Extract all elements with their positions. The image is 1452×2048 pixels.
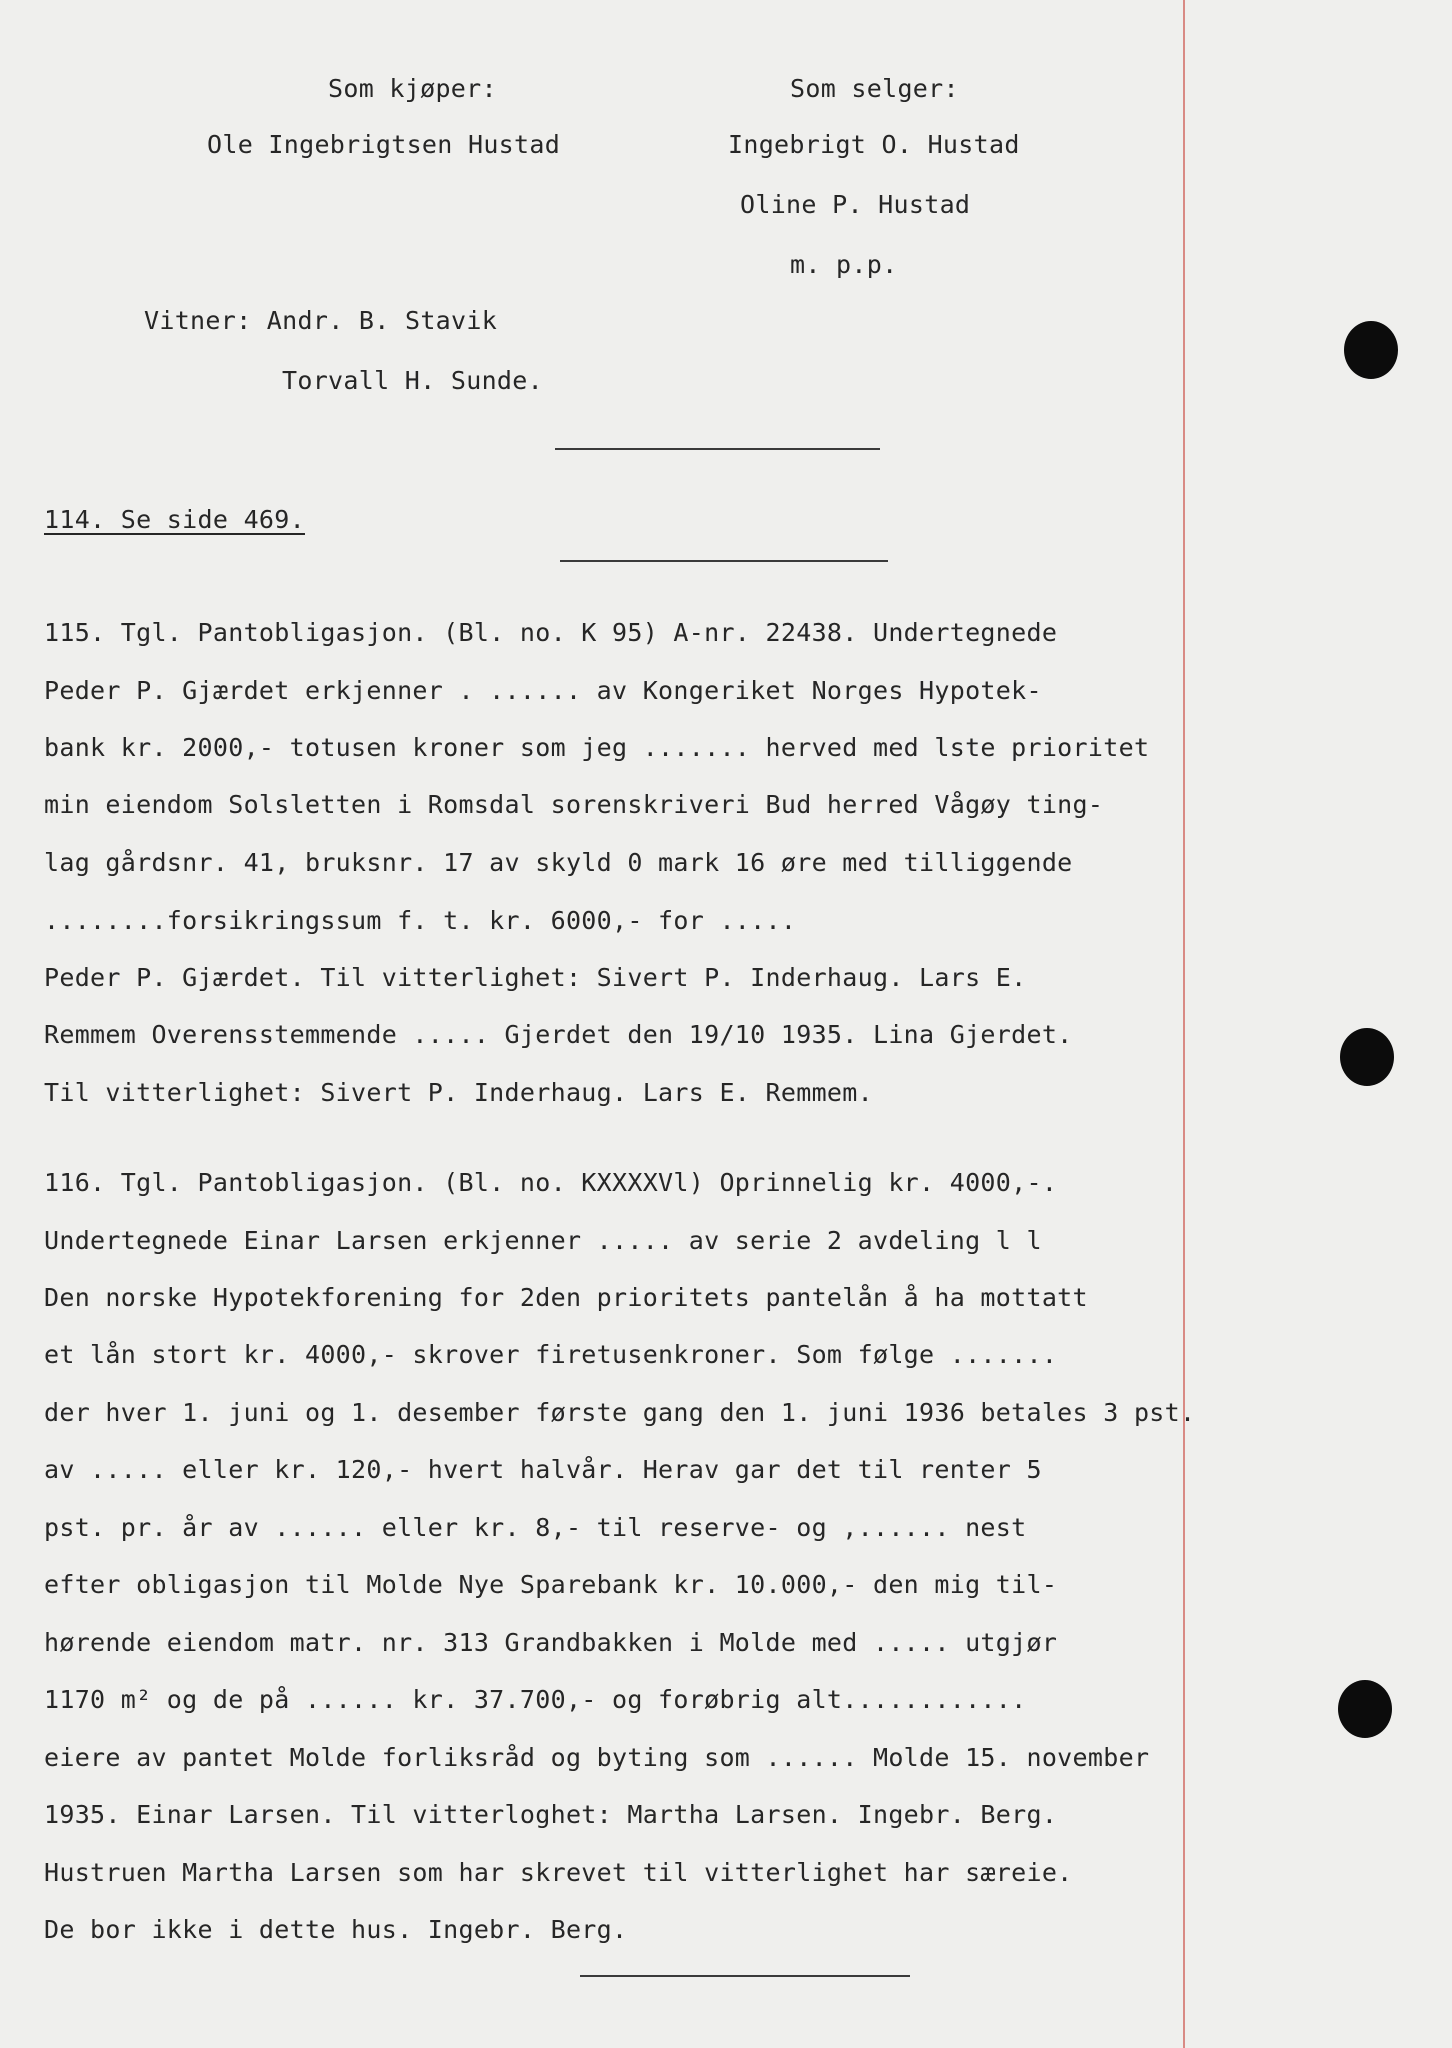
seller-name: Oline P. Hustad <box>740 190 971 219</box>
entry-116-line: 1170 m² og de på ...... kr. 37.700,- og forøbrig alt............ <box>44 1685 1027 1714</box>
entry-115-line: Peder P. Gjærdet. Til vitterlighet: Sivert P. Inderhaug. Lars E. <box>44 963 1027 992</box>
buyer-label: Som kjøper: <box>328 74 497 103</box>
entry-116-line: Undertegnede Einar Larsen erkjenner ..... av serie 2 avdeling l l <box>44 1226 1042 1255</box>
entry-116-line: et lån stort kr. 4000,- skrover firetusenkroner. Som følge ....... <box>44 1340 1058 1369</box>
entry-116-line: 1935. Einar Larsen. Til vitterloghet: Martha Larsen. Ingebr. Berg. <box>44 1800 1058 1829</box>
separator-rule <box>580 1975 910 1977</box>
seller-label: Som selger: <box>790 74 959 103</box>
entry-116-line: Den norske Hypotekforening for 2den prioritets pantelån å ha mottatt <box>44 1283 1088 1312</box>
punch-hole <box>1338 1680 1392 1738</box>
witness-line: Vitner: Andr. B. Stavik <box>144 306 498 335</box>
entry-115-line: Til vitterlighet: Sivert P. Inderhaug. Lars E. Remmem. <box>44 1078 873 1107</box>
entry-116-line: Hustruen Martha Larsen som har skrevet til vitterlighet har særeie. <box>44 1858 1073 1887</box>
entry-115-line: Remmem Overensstemmende ..... Gjerdet den 19/10 1935. Lina Gjerdet. <box>44 1020 1073 1049</box>
entry-116-line: efter obligasjon til Molde Nye Sparebank kr. 10.000,- den mig til- <box>44 1570 1058 1599</box>
entry-115-line: min eiendom Solsletten i Romsdal sorenskriveri Bud herred Vågøy ting- <box>44 790 1104 819</box>
entry-116-line: av ..... eller kr. 120,- hvert halvår. Herav gar det til renter 5 <box>44 1455 1042 1484</box>
buyer-name: Ole Ingebrigtsen Hustad <box>207 130 561 159</box>
entry-116-line: pst. pr. år av ...... eller kr. 8,- til reserve- og ,...... nest <box>44 1513 1027 1542</box>
entry-116-line: eiere av pantet Molde forliksråd og byting som ...... Molde 15. november <box>44 1743 1150 1772</box>
entry-116-line: der hver 1. juni og 1. desember første gang den 1. juni 1936 betales 3 pst. <box>44 1398 1196 1427</box>
entry-116-line: 116. Tgl. Pantobligasjon. (Bl. no. KXXXXVl) Oprinnelig kr. 4000,-. <box>44 1168 1058 1197</box>
entry-116-line: De bor ikke i dette hus. Ingebr. Berg. <box>44 1915 628 1944</box>
seller-name: Ingebrigt O. Hustad <box>728 130 1020 159</box>
entry-115-line: bank kr. 2000,- totusen kroner som jeg ....... herved med lste prioritet <box>44 733 1150 762</box>
punch-hole <box>1340 1028 1394 1086</box>
entry-115-line: 115. Tgl. Pantobligasjon. (Bl. no. K 95) A-nr. 22438. Undertegnede <box>44 618 1058 647</box>
entry-114: 114. Se side 469. <box>44 505 305 534</box>
separator-rule <box>560 560 888 562</box>
entry-116-line: hørende eiendom matr. nr. 313 Grandbakken i Molde med ..... utgjør <box>44 1628 1058 1657</box>
margin-line <box>1183 0 1185 2048</box>
witness-line: Torvall H. Sunde. <box>282 366 543 395</box>
seller-note: m. p.p. <box>790 250 898 279</box>
entry-115-line: lag gårdsnr. 41, bruksnr. 17 av skyld 0 mark 16 øre med tilliggende <box>44 848 1073 877</box>
punch-hole <box>1344 321 1398 379</box>
entry-115-line: Peder P. Gjærdet erkjenner . ...... av Kongeriket Norges Hypotek- <box>44 676 1042 705</box>
entry-115-line: ........forsikringssum f. t. kr. 6000,- for ..... <box>44 906 797 935</box>
separator-rule <box>555 448 880 450</box>
